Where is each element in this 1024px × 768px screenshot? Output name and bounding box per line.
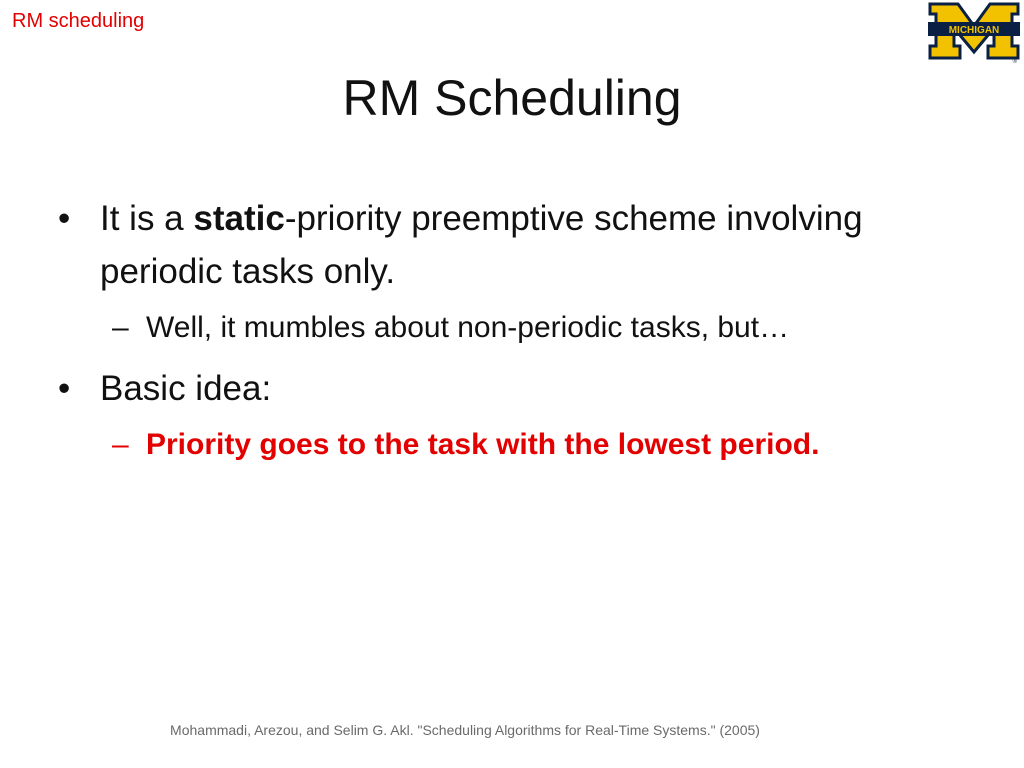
sub-bullet-non-periodic <box>54 306 984 350</box>
bullet-icon: • <box>58 369 71 408</box>
bullet-list <box>54 192 984 479</box>
sub-bullet-text-highlight: Priority goes to the task with the lowest period. <box>146 428 820 461</box>
bullet-icon: • <box>58 199 71 238</box>
logo-text: MICHIGAN <box>948 25 1000 36</box>
logo-registered: ® <box>1012 59 1017 64</box>
bullet-bold-static: static <box>193 199 285 238</box>
bullet-item-basic-idea <box>54 362 984 415</box>
footer-citation: Mohammadi, Arezou, and Selim G. Akl. "Scheduling Algorithms for Real-Time Systems." (2005) <box>170 722 760 738</box>
michigan-logo <box>928 0 1020 64</box>
michigan-m-icon <box>928 0 1020 64</box>
dash-icon: – <box>112 428 129 461</box>
bullet-text: Basic idea: <box>100 369 272 408</box>
bullet-text-after: -priority preemptive scheme involving periodic tasks only. <box>100 199 863 291</box>
bullet-text-before: It is a <box>100 199 194 238</box>
sub-bullet-text: Well, it mumbles about non-periodic tasks, but… <box>146 311 790 344</box>
header-label: RM scheduling <box>12 10 145 32</box>
bullet-item-static-priority <box>54 192 984 298</box>
slide-title: RM Scheduling <box>342 70 682 126</box>
dash-icon: – <box>112 311 129 344</box>
sub-bullet-priority-rule <box>54 423 984 467</box>
